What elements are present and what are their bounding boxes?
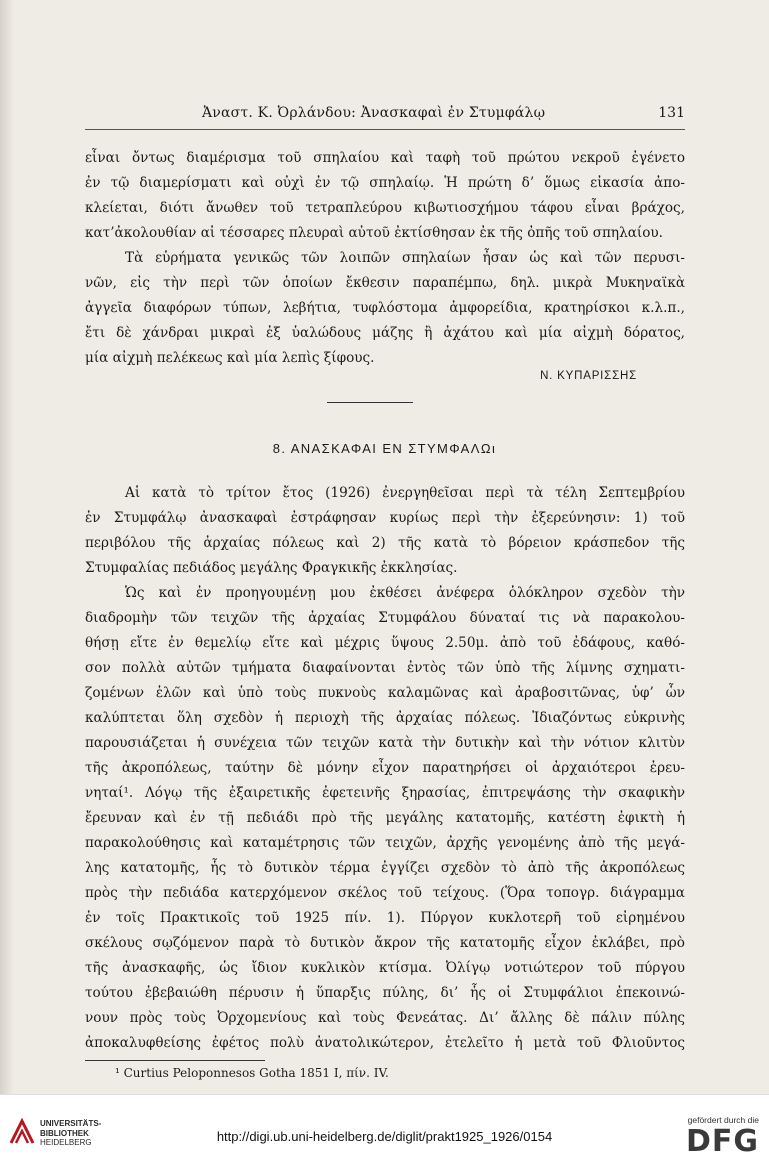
running-head bbox=[85, 105, 685, 129]
text-line: σκέλους σῳζόμενον παρὰ τὸ δυτικὸν ἄκρον τῆς κατατομῆς εἶχον ἐκλάβει, πρὸ bbox=[85, 935, 685, 951]
text-line: Τὰ εὑρήματα γενικῶς τῶν λοιπῶν σπηλαίων ἦσαν ὡς καὶ τῶν περυσι- bbox=[125, 250, 685, 266]
text-line: διαδρομὴν τῶν τειχῶν τῆς ἀρχαίας Στυμφάλου δύναταί τις νὰ παρακολου- bbox=[85, 610, 685, 626]
text-line: παρακολούθησις καὶ καταμέτρησις τῶν τειχῶν, ἀρχῆς γενομένης ἀπὸ τῆς μεγά- bbox=[85, 835, 685, 851]
text-line: ζομένων ἑλῶν καὶ ὑπὸ τοὺς πυκνοὺς καλαμῶνας καὶ ἀραβοσιτῶνας, ὑφ’ ὧν bbox=[85, 685, 685, 701]
text-line: κλείεται, διότι ἄνωθεν τοῦ τετραπλεύρου κιβωτιοσχήμου τάφου εἶναι βράχος, bbox=[85, 200, 685, 216]
text-line: λης κατατομῆς, ἧς τὸ δυτικὸν τέρμα ἐγγίζει σχεδὸν τὸ ἀπὸ τῆς ἀκροπόλεως bbox=[85, 860, 685, 876]
text-line: νῶν, εἰς τὴν περὶ τῶν ὁποίων ἔκθεσιν παραπέμπω, δηλ. μικρὰ Μυκηναϊκὰ bbox=[85, 275, 685, 291]
text-line: ἐν Στυμφάλῳ ἀνασκαφαὶ ἐστράφησαν κυρίως περὶ τὴν ἐξερεύνησιν: 1) τοῦ bbox=[85, 510, 685, 526]
text-line: ἀποκαλυφθείσης ἐφέτος πολὺ ἀνατολικώτερον, ἐτελεῖτο ἡ μετὰ τοῦ Φλιοῦντος bbox=[85, 1035, 685, 1051]
footnote-rule bbox=[85, 1060, 265, 1061]
page-number: 131 bbox=[658, 105, 685, 121]
running-head-title: Ἀναστ. Κ. Ὀρλάνδου: Ἀνασκαφαὶ ἐν Στυμφάλῳ bbox=[202, 105, 546, 121]
text-line: σον πολλὰ αὐτῶν τμήματα διαφαίνονται ἐντὸς τῶν ὑπὸ τῆς λίμνης σχηματι- bbox=[85, 660, 685, 676]
text-line: μία αἰχμὴ πελέκεως καὶ μία λεπὶς ξίφους. bbox=[85, 350, 375, 366]
section-separator bbox=[327, 402, 413, 403]
text-line: νουν πρὸς τοὺς Ὀρχομενίους καὶ τοὺς Φενεάτας. Δι’ ἄλλης δὲ πάλιν πύλης bbox=[85, 1010, 685, 1026]
funding-note: gefördert durch die bbox=[687, 1115, 759, 1125]
page-binding-shadow bbox=[0, 0, 14, 1094]
text-line: τῆς ἀκροπόλεως, ταύτην δὲ μόνην εἶχον παρατηρήσει οἱ ἀρχαιότεροι ἐρευ- bbox=[85, 760, 685, 776]
text-line: ἐν τῷ διαμερίσματι καὶ οὐχὶ ἐν τῷ σπηλαίῳ. Ἡ πρώτη δ’ ὅμως εἰκασία ἀπο- bbox=[85, 175, 685, 191]
text-line: περιβόλου τῆς ἀρχαίας πόλεως καὶ 2) τῆς κατὰ τὸ βόρειον κράσπεδον τῆς bbox=[85, 535, 685, 551]
dfg-logo: DFG bbox=[685, 1124, 759, 1159]
library-name-line: HEIDELBERG bbox=[40, 1138, 92, 1147]
text-line: νηταί¹. Λόγῳ τῆς ἐξαιρετικῆς ἐφετεινῆς ξηρασίας, ἐπιτρεψάσης τὴν σκαφικὴν bbox=[85, 785, 685, 801]
text-line: τούτου ἐβεβαιώθη πέρυσιν ἡ ὕπαρξις πύλης, δι’ ἧς οἱ Στυμφάλιοι ἐπεκοινώ- bbox=[85, 985, 685, 1001]
text-line: Αἱ κατὰ τὸ τρίτον ἔτος (1926) ἐνεργηθεῖσαι περὶ τὰ τέλη Σεπτεμβρίου bbox=[125, 485, 685, 501]
text-line: Ὡς καὶ ἐν προηγουμένῃ μου ἐκθέσει ἀνέφερα ὁλόκληρον σχεδὸν τὴν bbox=[125, 585, 685, 601]
text-line: ἔρευναν καὶ ἐν τῇ πεδιάδι πρὸ τῆς μεγάλης κατατομῆς, κατέστη ἐφικτὴ ἡ bbox=[85, 810, 685, 826]
text-line: καλύπτεται ὅλη σχεδὸν ἡ περιοχὴ τῆς ἀρχαίας πόλεως. Ἰδιαζόντως εὐκρινὴς bbox=[85, 710, 685, 726]
digitization-footer bbox=[0, 1094, 769, 1167]
library-name-line: UNIVERSITÄTS- bbox=[40, 1119, 102, 1128]
author-signature: Ν. ΚΥΠΑΡΙΣΣΗΣ bbox=[540, 370, 637, 382]
header-rule bbox=[85, 129, 685, 130]
text-line: ἀγγεῖα διαφόρων τύπων, λεβήτια, τυφλόστομα ἀμφορείδια, κρατηρίσκοι κ.λ.π., bbox=[85, 300, 685, 316]
text-line: ἔτι δὲ χάνδραι μικραὶ ἐξ ὑαλώδους μάζης ἢ ἀχάτου καὶ μία αἰχμὴ δόρατος, bbox=[85, 325, 685, 341]
text-line: εἶναι ὄντως διαμέρισμα τοῦ σπηλαίου καὶ ταφὴ τοῦ πρώτου νεκροῦ ἐγένετο bbox=[85, 150, 685, 166]
library-name-line: BIBLIOTHEK bbox=[40, 1128, 89, 1138]
text-line: παρουσιάζεται ἡ συνέχεια τῶν τειχῶν κατὰ τὴν δυτικὴν καὶ τὴν νότιον κλιτὺν bbox=[85, 735, 685, 751]
text-line: Στυμφαλίας πεδιάδος μεγάλης Φραγκικῆς ἐκκλησίας. bbox=[85, 560, 458, 576]
text-line: ἐν τοῖς Πρακτικοῖς τοῦ 1925 πίν. 1). Πύργον κυκλοτερῆ τοῦ εἰρημένου bbox=[85, 910, 685, 926]
footnote: ¹ Curtius Peloponnesos Gotha 1851 I, πίν. IV. bbox=[115, 1066, 389, 1080]
text-line: κατ’ἀκολουθίαν αἱ τέσσαρες πλευραὶ αὐτοῦ ἐκτίσθησαν ἐκ τῆς ὀπῆς τοῦ σπηλαίου. bbox=[85, 225, 663, 241]
text-line: θήσῃ εἴτε ἐν θεμελίῳ εἴτε καὶ μέχρις ὕψους 2.50μ. ἀπὸ τοῦ ἐδάφους, καθό- bbox=[85, 635, 685, 651]
text-line: τῆς ἀνασκαφῆς, ὡς ἴδιον κυκλικὸν κτίσμα. Ὀλίγῳ νοτιώτερον τοῦ πύργου bbox=[85, 960, 685, 976]
text-line: πρὸς τὴν πεδιάδα κατερχόμενον σκέλος τοῦ τείχους. (Ὅρα τοπογρ. διάγραμμα bbox=[85, 885, 685, 901]
funder-block[interactable] bbox=[669, 1115, 759, 1163]
permalink-url[interactable]: http://digi.ub.uni-heidelberg.de/diglit/prakt1925_1926/0154 bbox=[216, 1129, 553, 1144]
section-title: 8. ΑΝΑΣΚΑΦΑΙ ΕΝ ΣΤΥΜΦΑΛΩι bbox=[272, 441, 497, 456]
